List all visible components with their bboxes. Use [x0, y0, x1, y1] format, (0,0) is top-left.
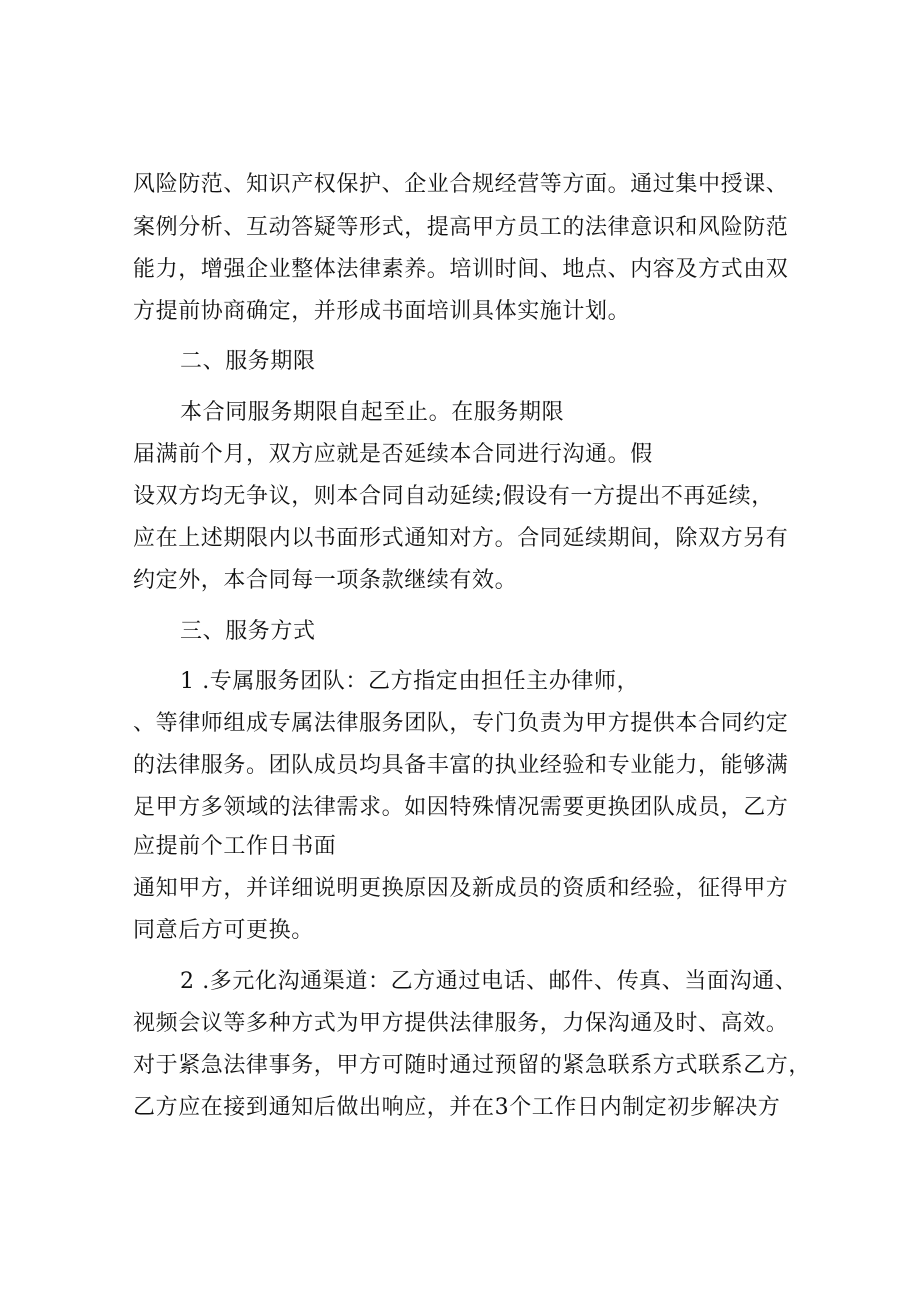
body-text-line: 应提前个工作日书面 [133, 834, 337, 859]
body-text-line: 应在上述期限内以书面形式通知对方。合同延续期间，除双方另有 [133, 526, 789, 551]
body-text-line: 足甲方多领域的法律需求。如因特殊情况需要更换团队成员，乙方 [133, 795, 789, 820]
body-text-line: 案例分析、互动答疑等形式，提高甲方员工的法律意识和风险防范 [133, 215, 789, 240]
section-heading-term: 二、服务期限 [180, 349, 316, 374]
body-text-line: 能力，增强企业整体法律素养。培训时间、地点、内容及方式由双 [133, 257, 789, 282]
body-text-line: 方提前协商确定，并形成书面培训具体实施计划。 [133, 299, 631, 324]
body-text-line: 、等律师组成专属法律服务团队，专门负责为甲方提供本合同约定 [133, 711, 789, 736]
body-text-line: 对于紧急法律事务，甲方可随时通过预留的紧急联系方式联系乙方， [133, 1053, 812, 1078]
body-text-line: 通知甲方，并详细说明更换原因及新成员的资质和经验，征得甲方 [133, 876, 789, 901]
body-text-line: 风险防范、知识产权保护、企业合规经营等方面。通过集中授课、 [133, 172, 789, 197]
body-text-line: 设双方均无争议，则本合同自动延续;假设有一方提出不再延续， [133, 484, 774, 509]
body-text-line: 视频会议等多种方式为甲方提供法律服务，力保沟通及时、高效。 [133, 1011, 789, 1036]
body-text-line: 的法律服务。团队成员均具备丰富的执业经验和专业能力，能够满 [133, 753, 789, 778]
body-text-line: 1 .专属服务团队：乙方指定由担任主办律师， [180, 669, 640, 694]
body-text-line: 届满前个月，双方应就是否延续本合同进行沟通。假 [133, 442, 653, 467]
body-text-line: 2 .多元化沟通渠道：乙方通过电话、邮件、传真、当面沟通、 [180, 969, 798, 994]
body-text-line: 乙方应在接到通知后做出响应，并在3个工作日内制定初步解决方 [133, 1095, 781, 1120]
body-text-line: 约定外，本合同每一项条款继续有效。 [133, 568, 518, 593]
section-heading-method: 三、服务方式 [180, 619, 316, 644]
body-text-line: 同意后方可更换。 [133, 918, 314, 943]
body-text-line: 本合同服务期限自起至止。在服务期限 [180, 400, 565, 425]
